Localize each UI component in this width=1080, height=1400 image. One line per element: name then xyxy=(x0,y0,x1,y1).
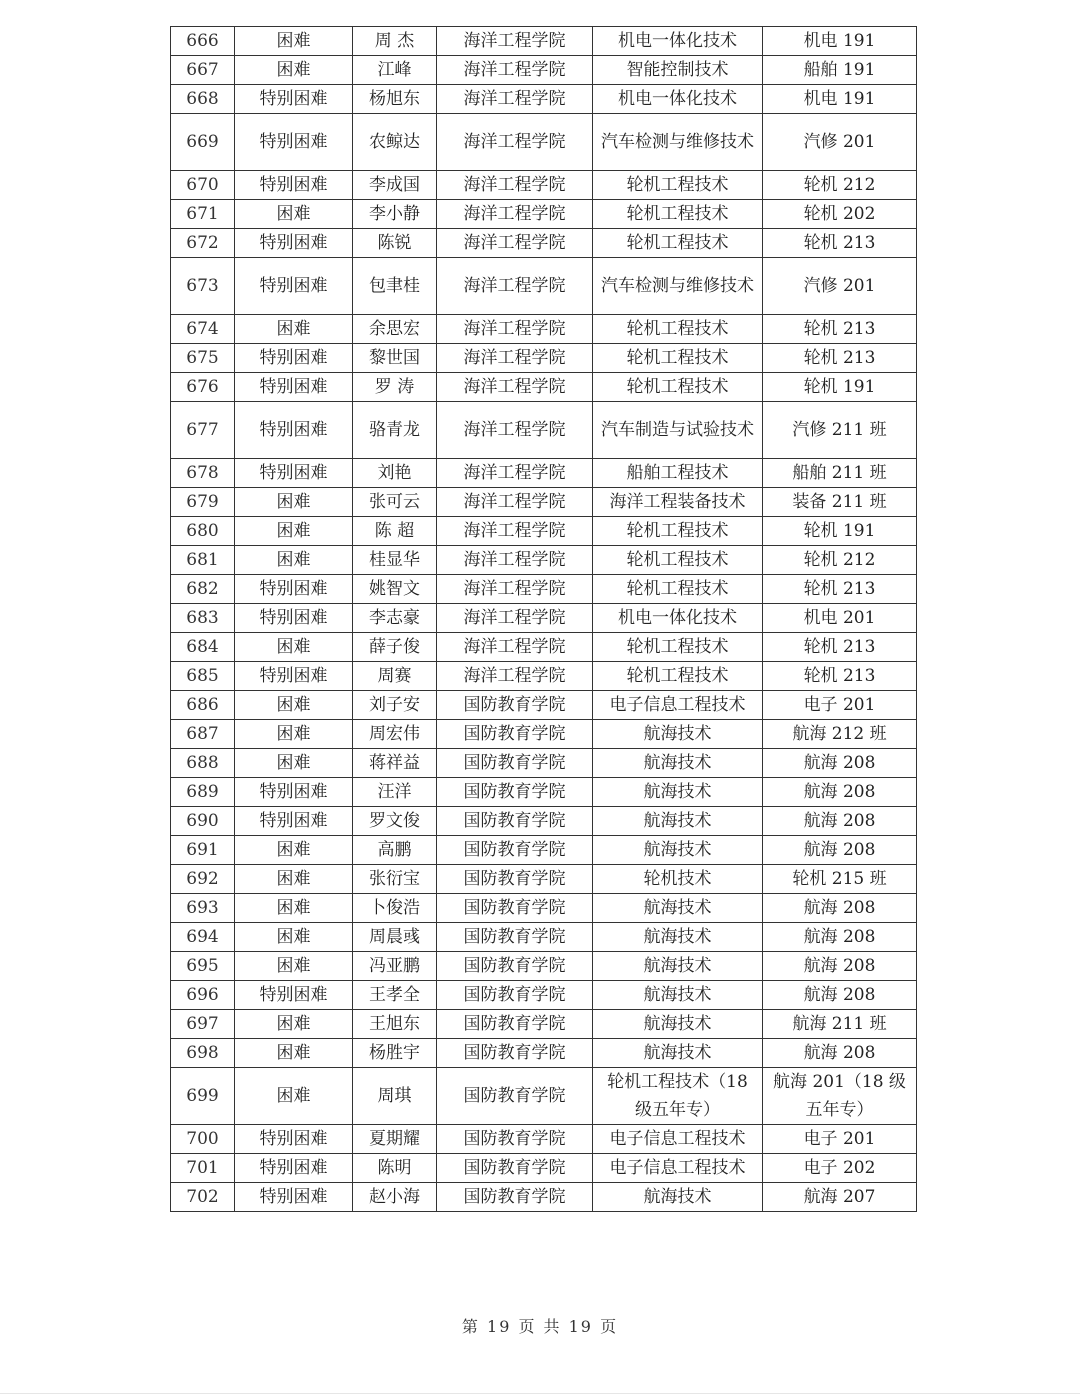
difficulty-level-cell: 特别困难 xyxy=(235,604,353,633)
row-number-cell: 679 xyxy=(171,488,235,517)
table-row xyxy=(171,85,917,114)
student-name-cell: 姚智文 xyxy=(353,575,437,604)
college-cell: 海洋工程学院 xyxy=(437,517,593,546)
class-cell: 船舶 211 班 xyxy=(763,459,917,488)
student-name-cell: 杨旭东 xyxy=(353,85,437,114)
college-cell: 海洋工程学院 xyxy=(437,488,593,517)
difficulty-level-cell: 困难 xyxy=(235,27,353,56)
row-number-cell: 675 xyxy=(171,344,235,373)
class-cell: 航海 208 xyxy=(763,778,917,807)
major-cell: 智能控制技术 xyxy=(593,56,763,85)
row-number-cell: 702 xyxy=(171,1183,235,1212)
table-row xyxy=(171,373,917,402)
college-cell: 海洋工程学院 xyxy=(437,171,593,200)
major-cell: 电子信息工程技术 xyxy=(593,691,763,720)
class-cell: 机电 191 xyxy=(763,85,917,114)
major-cell: 电子信息工程技术 xyxy=(593,1154,763,1183)
college-cell: 海洋工程学院 xyxy=(437,229,593,258)
class-cell: 电子 202 xyxy=(763,1154,917,1183)
difficulty-level-cell: 困难 xyxy=(235,1039,353,1068)
major-cell: 轮机工程技术 xyxy=(593,200,763,229)
table-row xyxy=(171,952,917,981)
table-row xyxy=(171,604,917,633)
college-cell: 国防教育学院 xyxy=(437,865,593,894)
class-cell: 航海 201（18 级五年专） xyxy=(763,1068,917,1125)
major-cell: 航海技术 xyxy=(593,952,763,981)
class-cell: 轮机 212 xyxy=(763,171,917,200)
student-name-cell: 陈 超 xyxy=(353,517,437,546)
class-cell: 航海 208 xyxy=(763,836,917,865)
major-cell: 航海技术 xyxy=(593,836,763,865)
college-cell: 海洋工程学院 xyxy=(437,459,593,488)
student-name-cell: 高鹏 xyxy=(353,836,437,865)
table-row xyxy=(171,229,917,258)
difficulty-level-cell: 困难 xyxy=(235,56,353,85)
table-body xyxy=(171,27,917,1212)
major-cell: 汽车检测与维修技术 xyxy=(593,114,763,171)
class-cell: 轮机 213 xyxy=(763,662,917,691)
college-cell: 海洋工程学院 xyxy=(437,662,593,691)
college-cell: 海洋工程学院 xyxy=(437,85,593,114)
table-row xyxy=(171,691,917,720)
table-row xyxy=(171,200,917,229)
college-cell: 海洋工程学院 xyxy=(437,27,593,56)
document-table-container xyxy=(170,26,916,1212)
class-cell: 航海 211 班 xyxy=(763,1010,917,1039)
class-cell: 电子 201 xyxy=(763,1125,917,1154)
student-name-cell: 周宏伟 xyxy=(353,720,437,749)
difficulty-level-cell: 特别困难 xyxy=(235,344,353,373)
student-name-cell: 李志豪 xyxy=(353,604,437,633)
class-cell: 轮机 215 班 xyxy=(763,865,917,894)
table-row xyxy=(171,258,917,315)
major-cell: 航海技术 xyxy=(593,749,763,778)
table-row xyxy=(171,315,917,344)
table-row xyxy=(171,923,917,952)
class-cell: 机电 201 xyxy=(763,604,917,633)
table-row xyxy=(171,633,917,662)
class-cell: 航海 212 班 xyxy=(763,720,917,749)
difficulty-level-cell: 特别困难 xyxy=(235,229,353,258)
difficulty-level-cell: 困难 xyxy=(235,517,353,546)
table-row xyxy=(171,27,917,56)
difficulty-level-cell: 特别困难 xyxy=(235,662,353,691)
student-name-cell: 黎世国 xyxy=(353,344,437,373)
major-cell: 船舶工程技术 xyxy=(593,459,763,488)
row-number-cell: 676 xyxy=(171,373,235,402)
college-cell: 国防教育学院 xyxy=(437,720,593,749)
row-number-cell: 667 xyxy=(171,56,235,85)
student-name-cell: 包聿桂 xyxy=(353,258,437,315)
table-row xyxy=(171,720,917,749)
difficulty-level-cell: 困难 xyxy=(235,923,353,952)
student-name-cell: 周赛 xyxy=(353,662,437,691)
row-number-cell: 677 xyxy=(171,402,235,459)
class-cell: 轮机 212 xyxy=(763,546,917,575)
row-number-cell: 673 xyxy=(171,258,235,315)
table-row xyxy=(171,1183,917,1212)
major-cell: 轮机工程技术 xyxy=(593,344,763,373)
table-row xyxy=(171,1068,917,1125)
class-cell: 电子 201 xyxy=(763,691,917,720)
student-name-cell: 刘子安 xyxy=(353,691,437,720)
table-row xyxy=(171,459,917,488)
major-cell: 航海技术 xyxy=(593,1183,763,1212)
major-cell: 航海技术 xyxy=(593,807,763,836)
difficulty-level-cell: 特别困难 xyxy=(235,1125,353,1154)
major-cell: 航海技术 xyxy=(593,981,763,1010)
table-row xyxy=(171,1154,917,1183)
difficulty-level-cell: 特别困难 xyxy=(235,1154,353,1183)
college-cell: 国防教育学院 xyxy=(437,952,593,981)
major-cell: 轮机工程技术 xyxy=(593,575,763,604)
difficulty-level-cell: 困难 xyxy=(235,1068,353,1125)
difficulty-level-cell: 困难 xyxy=(235,200,353,229)
student-name-cell: 汪洋 xyxy=(353,778,437,807)
difficulty-level-cell: 特别困难 xyxy=(235,1183,353,1212)
student-name-cell: 农鲸达 xyxy=(353,114,437,171)
row-number-cell: 691 xyxy=(171,836,235,865)
student-name-cell: 陈明 xyxy=(353,1154,437,1183)
row-number-cell: 689 xyxy=(171,778,235,807)
difficulty-level-cell: 特别困难 xyxy=(235,459,353,488)
table-row xyxy=(171,865,917,894)
major-cell: 航海技术 xyxy=(593,1039,763,1068)
major-cell: 机电一体化技术 xyxy=(593,604,763,633)
class-cell: 轮机 213 xyxy=(763,633,917,662)
difficulty-level-cell: 特别困难 xyxy=(235,171,353,200)
class-cell: 航海 208 xyxy=(763,923,917,952)
college-cell: 海洋工程学院 xyxy=(437,114,593,171)
college-cell: 海洋工程学院 xyxy=(437,315,593,344)
class-cell: 轮机 213 xyxy=(763,315,917,344)
class-cell: 汽修 211 班 xyxy=(763,402,917,459)
row-number-cell: 684 xyxy=(171,633,235,662)
student-name-cell: 骆青龙 xyxy=(353,402,437,459)
student-name-cell: 蒋祥益 xyxy=(353,749,437,778)
major-cell: 轮机工程技术 xyxy=(593,171,763,200)
row-number-cell: 697 xyxy=(171,1010,235,1039)
table-row xyxy=(171,517,917,546)
row-number-cell: 700 xyxy=(171,1125,235,1154)
table-row xyxy=(171,662,917,691)
table-row xyxy=(171,836,917,865)
row-number-cell: 672 xyxy=(171,229,235,258)
college-cell: 海洋工程学院 xyxy=(437,200,593,229)
major-cell: 汽车检测与维修技术 xyxy=(593,258,763,315)
major-cell: 电子信息工程技术 xyxy=(593,1125,763,1154)
class-cell: 航海 208 xyxy=(763,749,917,778)
difficulty-level-cell: 困难 xyxy=(235,546,353,575)
college-cell: 国防教育学院 xyxy=(437,1125,593,1154)
student-name-cell: 张可云 xyxy=(353,488,437,517)
college-cell: 国防教育学院 xyxy=(437,923,593,952)
difficulty-level-cell: 困难 xyxy=(235,315,353,344)
row-number-cell: 694 xyxy=(171,923,235,952)
difficulty-level-cell: 特别困难 xyxy=(235,85,353,114)
class-cell: 轮机 213 xyxy=(763,344,917,373)
major-cell: 轮机工程技术 xyxy=(593,229,763,258)
student-name-cell: 周 杰 xyxy=(353,27,437,56)
student-name-cell: 王旭东 xyxy=(353,1010,437,1039)
row-number-cell: 668 xyxy=(171,85,235,114)
row-number-cell: 701 xyxy=(171,1154,235,1183)
student-name-cell: 王孝全 xyxy=(353,981,437,1010)
difficulty-level-cell: 困难 xyxy=(235,749,353,778)
college-cell: 国防教育学院 xyxy=(437,778,593,807)
difficulty-level-cell: 特别困难 xyxy=(235,114,353,171)
class-cell: 轮机 191 xyxy=(763,373,917,402)
class-cell: 航海 208 xyxy=(763,981,917,1010)
college-cell: 国防教育学院 xyxy=(437,691,593,720)
table-row xyxy=(171,56,917,85)
table-row xyxy=(171,807,917,836)
table-row xyxy=(171,114,917,171)
difficulty-level-cell: 困难 xyxy=(235,952,353,981)
class-cell: 机电 191 xyxy=(763,27,917,56)
student-name-cell: 周晨彧 xyxy=(353,923,437,952)
student-name-cell: 陈锐 xyxy=(353,229,437,258)
class-cell: 船舶 191 xyxy=(763,56,917,85)
row-number-cell: 690 xyxy=(171,807,235,836)
class-cell: 轮机 213 xyxy=(763,575,917,604)
table-row xyxy=(171,546,917,575)
table-row xyxy=(171,1125,917,1154)
class-cell: 航海 208 xyxy=(763,952,917,981)
major-cell: 轮机工程技术 xyxy=(593,373,763,402)
class-cell: 装备 211 班 xyxy=(763,488,917,517)
college-cell: 国防教育学院 xyxy=(437,749,593,778)
college-cell: 海洋工程学院 xyxy=(437,575,593,604)
major-cell: 海洋工程装备技术 xyxy=(593,488,763,517)
major-cell: 航海技术 xyxy=(593,923,763,952)
row-number-cell: 695 xyxy=(171,952,235,981)
table-row xyxy=(171,575,917,604)
row-number-cell: 683 xyxy=(171,604,235,633)
row-number-cell: 698 xyxy=(171,1039,235,1068)
college-cell: 国防教育学院 xyxy=(437,1154,593,1183)
student-name-cell: 冯亚鹏 xyxy=(353,952,437,981)
row-number-cell: 699 xyxy=(171,1068,235,1125)
row-number-cell: 678 xyxy=(171,459,235,488)
major-cell: 机电一体化技术 xyxy=(593,85,763,114)
class-cell: 轮机 191 xyxy=(763,517,917,546)
college-cell: 国防教育学院 xyxy=(437,894,593,923)
row-number-cell: 696 xyxy=(171,981,235,1010)
major-cell: 航海技术 xyxy=(593,778,763,807)
student-name-cell: 夏期耀 xyxy=(353,1125,437,1154)
college-cell: 国防教育学院 xyxy=(437,836,593,865)
difficulty-level-cell: 困难 xyxy=(235,488,353,517)
student-name-cell: 余思宏 xyxy=(353,315,437,344)
major-cell: 轮机工程技术 xyxy=(593,546,763,575)
difficulty-level-cell: 困难 xyxy=(235,894,353,923)
major-cell: 轮机工程技术（18 级五年专） xyxy=(593,1068,763,1125)
college-cell: 国防教育学院 xyxy=(437,1068,593,1125)
student-name-cell: 李小静 xyxy=(353,200,437,229)
table-row xyxy=(171,981,917,1010)
row-number-cell: 692 xyxy=(171,865,235,894)
college-cell: 海洋工程学院 xyxy=(437,373,593,402)
difficulty-level-cell: 特别困难 xyxy=(235,778,353,807)
college-cell: 国防教育学院 xyxy=(437,1010,593,1039)
student-name-cell: 江峰 xyxy=(353,56,437,85)
class-cell: 汽修 201 xyxy=(763,258,917,315)
student-name-cell: 卜俊浩 xyxy=(353,894,437,923)
table-row xyxy=(171,778,917,807)
college-cell: 海洋工程学院 xyxy=(437,402,593,459)
college-cell: 国防教育学院 xyxy=(437,981,593,1010)
row-number-cell: 685 xyxy=(171,662,235,691)
class-cell: 汽修 201 xyxy=(763,114,917,171)
difficulty-level-cell: 特别困难 xyxy=(235,402,353,459)
difficulty-level-cell: 困难 xyxy=(235,836,353,865)
row-number-cell: 666 xyxy=(171,27,235,56)
table-row xyxy=(171,488,917,517)
major-cell: 航海技术 xyxy=(593,720,763,749)
college-cell: 海洋工程学院 xyxy=(437,56,593,85)
major-cell: 轮机工程技术 xyxy=(593,662,763,691)
difficulty-level-cell: 困难 xyxy=(235,865,353,894)
difficulty-level-cell: 特别困难 xyxy=(235,981,353,1010)
student-name-cell: 刘艳 xyxy=(353,459,437,488)
table-row xyxy=(171,749,917,778)
table-row xyxy=(171,344,917,373)
row-number-cell: 693 xyxy=(171,894,235,923)
page-number: 第 19 页 共 19 页 xyxy=(461,1317,619,1336)
class-cell: 航海 208 xyxy=(763,894,917,923)
table-row xyxy=(171,1039,917,1068)
major-cell: 航海技术 xyxy=(593,1010,763,1039)
major-cell: 轮机工程技术 xyxy=(593,633,763,662)
major-cell: 轮机工程技术 xyxy=(593,315,763,344)
row-number-cell: 688 xyxy=(171,749,235,778)
student-name-cell: 罗 涛 xyxy=(353,373,437,402)
table-row xyxy=(171,1010,917,1039)
difficulty-level-cell: 困难 xyxy=(235,691,353,720)
class-cell: 航海 207 xyxy=(763,1183,917,1212)
major-cell: 航海技术 xyxy=(593,894,763,923)
difficulty-level-cell: 困难 xyxy=(235,1010,353,1039)
difficulty-level-cell: 特别困难 xyxy=(235,807,353,836)
college-cell: 海洋工程学院 xyxy=(437,258,593,315)
table-row xyxy=(171,894,917,923)
row-number-cell: 680 xyxy=(171,517,235,546)
table-row xyxy=(171,402,917,459)
college-cell: 国防教育学院 xyxy=(437,1039,593,1068)
class-cell: 航海 208 xyxy=(763,807,917,836)
row-number-cell: 669 xyxy=(171,114,235,171)
row-number-cell: 670 xyxy=(171,171,235,200)
table-row xyxy=(171,171,917,200)
difficulty-level-cell: 困难 xyxy=(235,720,353,749)
row-number-cell: 681 xyxy=(171,546,235,575)
difficulty-level-cell: 特别困难 xyxy=(235,258,353,315)
college-cell: 海洋工程学院 xyxy=(437,344,593,373)
major-cell: 轮机工程技术 xyxy=(593,517,763,546)
row-number-cell: 687 xyxy=(171,720,235,749)
student-name-cell: 杨胜宇 xyxy=(353,1039,437,1068)
difficulty-level-cell: 特别困难 xyxy=(235,373,353,402)
student-name-cell: 桂显华 xyxy=(353,546,437,575)
class-cell: 航海 208 xyxy=(763,1039,917,1068)
major-cell: 汽车制造与试验技术 xyxy=(593,402,763,459)
student-aid-table xyxy=(170,26,917,1212)
class-cell: 轮机 213 xyxy=(763,229,917,258)
difficulty-level-cell: 特别困难 xyxy=(235,575,353,604)
college-cell: 海洋工程学院 xyxy=(437,604,593,633)
college-cell: 国防教育学院 xyxy=(437,807,593,836)
student-name-cell: 李成国 xyxy=(353,171,437,200)
student-name-cell: 罗文俊 xyxy=(353,807,437,836)
bottom-divider xyxy=(0,1393,1080,1394)
difficulty-level-cell: 困难 xyxy=(235,633,353,662)
class-cell: 轮机 202 xyxy=(763,200,917,229)
student-name-cell: 赵小海 xyxy=(353,1183,437,1212)
college-cell: 国防教育学院 xyxy=(437,1183,593,1212)
major-cell: 轮机技术 xyxy=(593,865,763,894)
student-name-cell: 张衍宝 xyxy=(353,865,437,894)
student-name-cell: 薛子俊 xyxy=(353,633,437,662)
college-cell: 海洋工程学院 xyxy=(437,633,593,662)
college-cell: 海洋工程学院 xyxy=(437,546,593,575)
row-number-cell: 682 xyxy=(171,575,235,604)
major-cell: 机电一体化技术 xyxy=(593,27,763,56)
student-name-cell: 周琪 xyxy=(353,1068,437,1125)
row-number-cell: 671 xyxy=(171,200,235,229)
row-number-cell: 686 xyxy=(171,691,235,720)
row-number-cell: 674 xyxy=(171,315,235,344)
